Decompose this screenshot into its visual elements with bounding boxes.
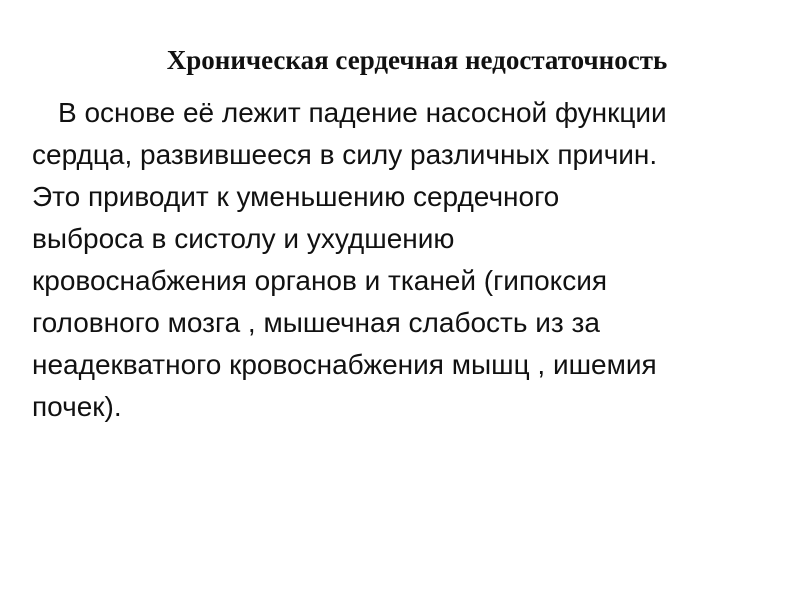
paragraph-line: кровоснабжения органов и тканей (гипоксия bbox=[32, 265, 608, 296]
paragraph-line: В основе её лежит падение насосной функции bbox=[58, 97, 667, 128]
slide-body-paragraph bbox=[32, 92, 782, 428]
paragraph-line: неадекватного кровоснабжения мышц , ишемия bbox=[32, 349, 657, 380]
paragraph-line: головного мозга , мышечная слабость из за bbox=[32, 307, 600, 338]
paragraph-line: сердца, развившееся в силу различных причин. bbox=[32, 139, 658, 170]
paragraph-line: почек). bbox=[32, 391, 122, 422]
paragraph-line: Это приводит к уменьшению сердечного bbox=[32, 181, 560, 212]
slide-title: Хроническая сердечная недостаточность bbox=[166, 45, 668, 75]
paragraph-line: выброса в систолу и ухудшению bbox=[32, 223, 455, 254]
